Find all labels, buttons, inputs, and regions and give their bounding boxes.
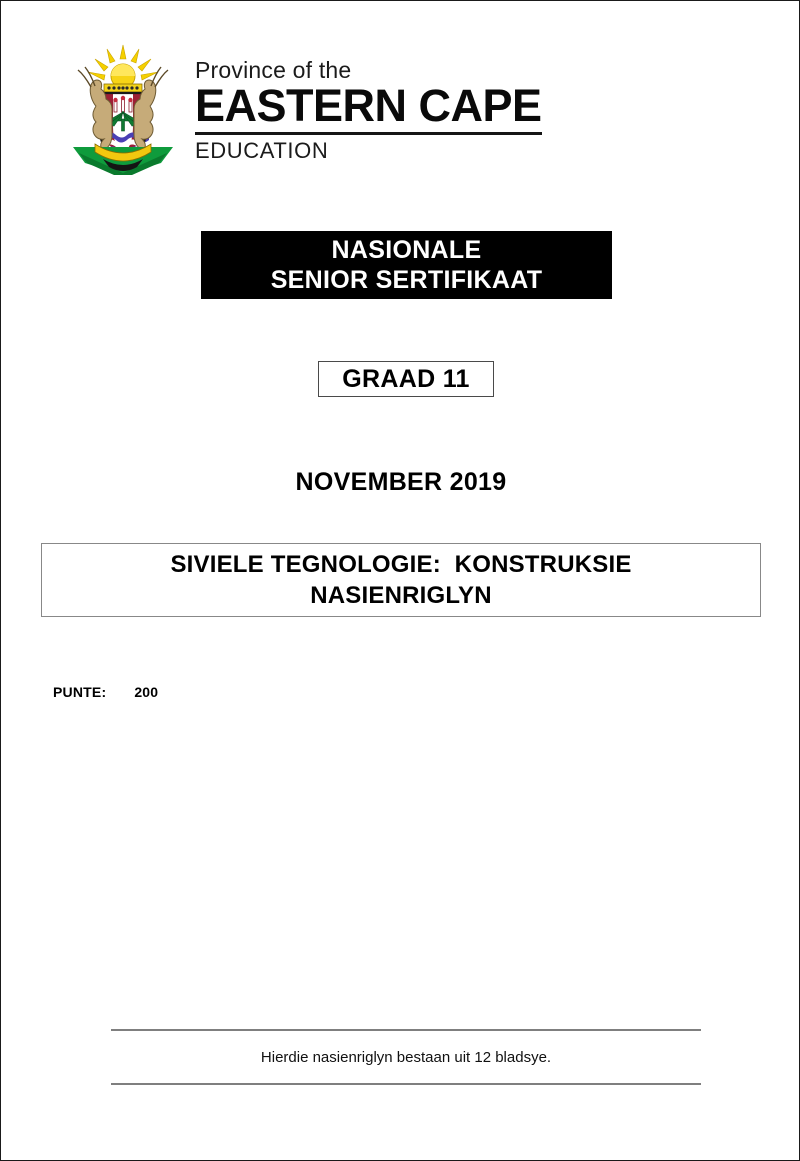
page-footer <box>111 1029 701 1085</box>
marks-label: PUNTE: <box>53 684 107 700</box>
certificate-banner-line1: NASIONALE <box>331 236 482 264</box>
subject-title-box <box>41 543 761 617</box>
marks-value: 200 <box>134 684 159 700</box>
letterhead-province-name: EASTERN CAPE <box>195 80 542 131</box>
exam-date: NOVEMBER 2019 <box>295 468 507 496</box>
letterhead <box>59 43 542 175</box>
certificate-banner <box>201 231 612 299</box>
eastern-cape-coat-of-arms-icon <box>59 43 187 175</box>
subject-title-line1: SIVIELE TEGNOLOGIE: KONSTRUKSIE <box>170 551 632 578</box>
subject-title-line2: NASIENRIGLYN <box>310 582 492 609</box>
marks-line <box>53 684 158 700</box>
footer-note: Hierdie nasienriglyn bestaan uit 12 bladsye. <box>260 1049 552 1066</box>
grade-box <box>318 361 494 397</box>
letterhead-province-line: Province of the <box>195 57 352 83</box>
grade-label: GRAAD 11 <box>342 364 470 393</box>
certificate-banner-line2: SENIOR SERTIFIKAAT <box>270 266 543 294</box>
letterhead-wordmark <box>195 43 542 163</box>
footer-rule-bottom <box>111 1083 701 1085</box>
letterhead-department: EDUCATION <box>195 138 329 163</box>
letterhead-divider <box>195 132 542 135</box>
